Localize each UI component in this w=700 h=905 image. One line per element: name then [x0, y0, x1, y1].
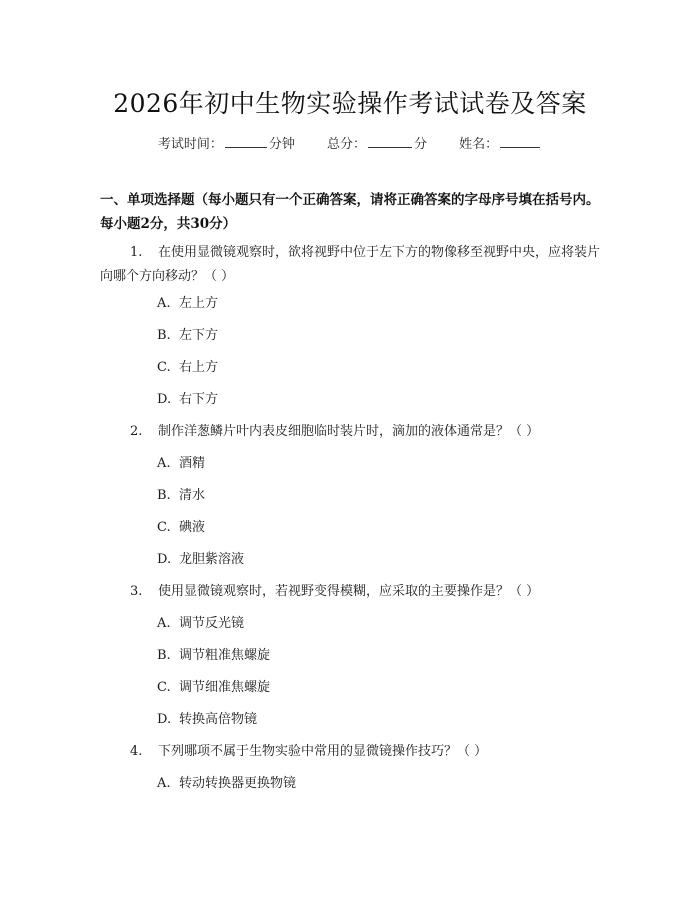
question-2-option-a: [157, 454, 205, 474]
question-3-option-a: [157, 614, 244, 634]
question-2: [100, 420, 600, 444]
question-3-option-b: [157, 646, 270, 666]
option-text: 转动转换器更换物镜: [179, 776, 297, 791]
question-3: [100, 580, 600, 604]
option-letter: A.: [157, 616, 171, 631]
option-text: 左下方: [179, 328, 219, 343]
option-text: 调节细准焦螺旋: [179, 680, 271, 695]
question-2-option-d: [157, 550, 244, 570]
question-text: 下列哪项不属于生物实验中常用的显微镜操作技巧？（ ）: [158, 744, 488, 759]
total-score-unit: 分: [414, 137, 428, 152]
option-text: 转换高倍物镜: [179, 712, 258, 727]
option-text: 右下方: [179, 392, 219, 407]
question-text: 使用显微镜观察时，若视野变得模糊，应采取的主要操作是？（ ）: [158, 584, 540, 599]
exam-time-label: 考试时间：: [157, 137, 223, 152]
total-score-label: 总分：: [326, 137, 366, 152]
question-4: [100, 740, 600, 764]
option-letter: B.: [157, 648, 171, 663]
option-text: 清水: [179, 488, 206, 503]
question-number: 3.: [130, 584, 143, 599]
question-1-option-a: [157, 294, 218, 314]
option-letter: D.: [157, 392, 172, 407]
question-text: 制作洋葱鳞片叶内表皮细胞临时装片时，滴加的液体通常是？（ ）: [158, 424, 540, 439]
question-3-option-d: [157, 710, 257, 730]
exam-time-unit: 分钟: [268, 137, 295, 152]
question-4-option-a: [157, 774, 296, 794]
option-letter: B.: [157, 328, 171, 343]
exam-time-blank: [225, 136, 267, 148]
question-2-option-c: [157, 518, 205, 538]
option-letter: A.: [157, 776, 171, 791]
question-1-option-c: [157, 358, 218, 378]
page-title: 2026年初中生物实验操作考试试卷及答案: [113, 89, 587, 118]
question-text: 在使用显微镜观察时，欲将视野中位于左下方的物像移至视野中央，应将装片向哪个方向移动？（ ）: [100, 245, 601, 284]
question-number: 4.: [130, 744, 143, 759]
question-number: 2.: [130, 424, 143, 439]
question-number: 1.: [130, 245, 143, 260]
option-letter: A.: [157, 296, 171, 311]
question-2-option-b: [157, 486, 205, 506]
option-letter: B.: [157, 488, 171, 503]
option-letter: D.: [157, 552, 172, 567]
option-letter: C.: [157, 520, 171, 535]
option-text: 调节反光镜: [179, 616, 245, 631]
option-text: 调节粗准焦螺旋: [179, 648, 271, 663]
option-text: 龙胆紫溶液: [179, 552, 245, 567]
option-text: 左上方: [179, 296, 219, 311]
exam-time-field: [158, 137, 299, 152]
total-score-blank: [368, 136, 412, 148]
option-letter: C.: [157, 680, 171, 695]
name-field: [459, 137, 542, 152]
section-heading: 一、单项选择题（每小题只有一个正确答案，请将正确答案的字母序号填在括号内。每小题2分，共30分）: [100, 192, 600, 232]
question-1-option-d: [157, 390, 218, 410]
option-text: 酒精: [179, 456, 206, 471]
option-letter: D.: [157, 712, 172, 727]
name-label: 姓名：: [459, 137, 499, 152]
name-blank: [500, 136, 540, 148]
question-1-option-b: [157, 326, 218, 346]
total-score-field: [327, 137, 431, 152]
option-text: 碘液: [179, 520, 206, 535]
exam-meta: [0, 133, 700, 152]
question-3-option-c: [157, 678, 270, 698]
question-1: [100, 241, 600, 289]
option-text: 右上方: [179, 360, 219, 375]
option-letter: A.: [157, 456, 171, 471]
option-letter: C.: [157, 360, 171, 375]
